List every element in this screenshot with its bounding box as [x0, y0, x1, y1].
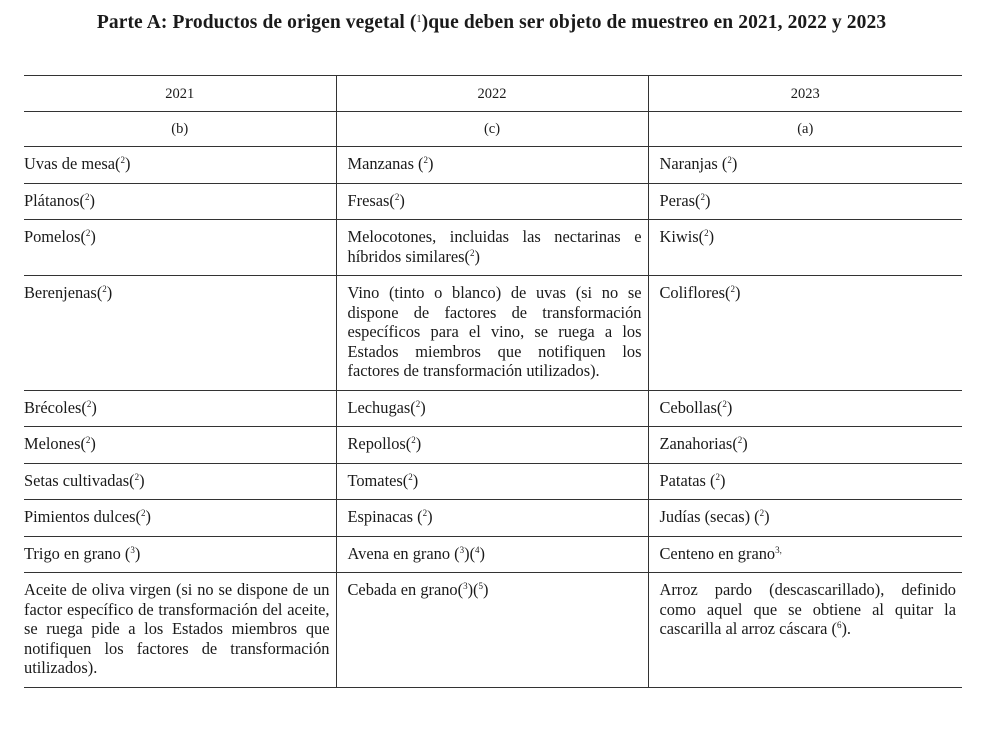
footnote-ref: 2	[141, 508, 146, 518]
table-row	[24, 427, 962, 464]
footnote-ref: 2	[715, 471, 720, 482]
footnote-ref: 2	[730, 284, 736, 294]
year-header-2023: 2023	[648, 76, 962, 112]
subheader-row	[24, 112, 962, 147]
table-cell	[24, 500, 336, 537]
table-cell	[648, 220, 962, 276]
table-cell	[336, 536, 648, 573]
subheader-2022: (c)	[336, 112, 648, 147]
footnote-ref: 3	[463, 581, 468, 591]
footnote-ref: 2	[85, 435, 91, 445]
table-row	[24, 463, 962, 500]
cell-text: )	[708, 227, 715, 246]
cell-text: )	[125, 154, 131, 173]
footnote-ref: 2	[704, 228, 709, 238]
cell-text: Plátanos(	[24, 190, 86, 210]
footnote-ref: 6	[836, 620, 842, 630]
footnote-ref: 2	[411, 435, 416, 445]
table-cell	[24, 276, 336, 391]
table-row	[24, 500, 962, 537]
table-cell	[648, 500, 962, 537]
table-cell	[648, 573, 962, 688]
cell-text: ).	[841, 619, 851, 638]
cell-text: )	[89, 190, 95, 210]
cell-text: Fresas(	[347, 190, 395, 210]
footnote-ref: 2	[120, 155, 125, 165]
subheader-2023: (a)	[648, 112, 962, 147]
table-cell	[648, 463, 962, 500]
cell-text: Kiwis(	[659, 227, 705, 246]
cell-text: Melones(	[24, 434, 86, 453]
cell-text: )(	[464, 543, 476, 563]
title-footnote-ref: 1	[416, 14, 422, 25]
cell-text: )	[764, 507, 770, 526]
cell-text: )	[134, 543, 141, 563]
footnote-ref: 4	[475, 544, 480, 555]
cell-text: Lechugas(	[347, 397, 416, 417]
table-cell	[648, 427, 962, 464]
footnote-ref: 2	[86, 398, 92, 409]
table-cell	[648, 390, 962, 427]
cell-text: Berenjenas(	[24, 283, 103, 302]
cell-text: )	[399, 190, 405, 210]
table-cell	[24, 536, 336, 573]
cell-text: )	[415, 434, 422, 453]
subheader-2021: (b)	[24, 112, 336, 147]
footnote-ref: 5	[478, 581, 484, 591]
table-cell	[24, 220, 336, 276]
table-cell	[648, 536, 962, 573]
table-cell	[336, 220, 648, 276]
cell-text: Arroz pardo (descascarillado), definido como aquel que se obtiene al quitar la cascarilla al arroz cáscara (	[659, 580, 956, 638]
cell-text: )	[91, 397, 97, 417]
table-cell	[648, 147, 962, 184]
cell-text: Brécoles(	[24, 397, 87, 417]
footnote-ref: 2	[102, 284, 107, 294]
cell-text: )	[427, 507, 433, 526]
cell-text: )(	[467, 580, 479, 599]
table-cell	[336, 147, 648, 184]
cell-text: )	[420, 397, 426, 417]
cell-text: Manzanas (	[347, 154, 424, 173]
footnote-ref: 2	[85, 191, 90, 202]
cell-text: )	[731, 154, 738, 173]
cell-text: Aceite de oliva virgen (si no se dispone de un factor específico de transformación del aceite, se ruega pide a los Estados miembros que notifiquen los factores de transformación utilizados).	[24, 580, 330, 677]
cell-text: Avena en grano (	[347, 543, 460, 563]
footnote-ref: 2	[759, 508, 765, 518]
cell-text: )	[742, 434, 748, 453]
cell-text: )	[90, 434, 96, 453]
footnote-ref: 3,	[775, 544, 782, 555]
cell-text: )	[428, 154, 434, 173]
cell-text: )	[735, 283, 741, 302]
cell-text: Coliflores(	[659, 283, 731, 302]
footnote-ref: 2	[722, 398, 727, 409]
table-cell	[336, 183, 648, 220]
footnote-ref: 2	[700, 191, 705, 202]
cell-text: )	[719, 470, 726, 490]
cell-text: Naranjas (	[659, 154, 728, 173]
products-table	[24, 75, 962, 688]
cell-text: Patatas (	[659, 470, 716, 490]
cell-text: Espinacas (	[347, 507, 423, 526]
table-cell	[336, 276, 648, 391]
cell-text: )	[479, 543, 485, 563]
table-row	[24, 220, 962, 276]
table-row	[24, 147, 962, 184]
table-cell	[648, 276, 962, 391]
footnote-ref: 2	[422, 508, 428, 518]
cell-text: )	[704, 190, 711, 210]
cell-text: )	[90, 227, 96, 246]
document-title	[0, 12, 983, 34]
cell-text: Melocotones, incluidas las nectarinas e híbridos similares(	[347, 227, 642, 266]
cell-text: Cebollas(	[659, 397, 723, 417]
cell-text: )	[483, 580, 489, 599]
cell-text: Tomates(	[347, 470, 409, 490]
cell-text: Peras(	[659, 190, 701, 210]
cell-text: )	[139, 470, 145, 490]
footnote-ref: 2	[85, 228, 91, 238]
table-cell	[24, 463, 336, 500]
cell-text: Setas cultivadas(	[24, 470, 135, 490]
table-cell	[336, 463, 648, 500]
table-row	[24, 183, 962, 220]
cell-text: Pimientos dulces(	[24, 507, 141, 526]
table-row	[24, 536, 962, 573]
table-cell	[24, 147, 336, 184]
table-row	[24, 276, 962, 391]
cell-text: Pomelos(	[24, 227, 86, 246]
cell-text: )	[726, 397, 733, 417]
cell-text: Centeno en grano	[659, 543, 776, 563]
table-cell	[648, 183, 962, 220]
year-header-2021: 2021	[24, 76, 336, 112]
footnote-ref: 3	[130, 544, 135, 555]
year-header-2022: 2022	[336, 76, 648, 112]
cell-text: Repollos(	[347, 434, 412, 453]
footnote-ref: 2	[134, 471, 140, 482]
footnote-ref: 2	[423, 155, 428, 165]
table-cell	[336, 573, 648, 688]
table-cell	[24, 390, 336, 427]
footnote-ref: 2	[737, 435, 743, 445]
title-text-end: )que deben ser objeto de muestreo en 2021, 2022 y 2023	[421, 12, 887, 33]
footnote-ref: 2	[415, 398, 421, 409]
footnote-ref: 2	[394, 191, 400, 202]
table-row	[24, 390, 962, 427]
table-cell	[336, 390, 648, 427]
table-cell	[24, 573, 336, 688]
footnote-ref: 2	[408, 471, 413, 482]
cell-text: )	[106, 283, 113, 302]
table-cell	[336, 427, 648, 464]
year-header-row	[24, 76, 962, 112]
footnote-ref: 2	[727, 155, 732, 165]
cell-text: Vino (tinto o blanco) de uvas (si no se dispone de factores de transformación específicos para el vino, se ruega a los Estados miembros que notifiquen los factores de transformación utilizados).	[347, 283, 642, 380]
cell-text: )	[145, 507, 151, 526]
cell-text: Zanahorias(	[659, 434, 738, 453]
cell-text: Judías (secas) (	[659, 507, 760, 526]
cell-text: Cebada en grano(	[347, 580, 464, 599]
title-text: Parte A: Productos de origen vegetal (	[96, 12, 417, 33]
table-row	[24, 573, 962, 688]
cell-text: Uvas de mesa(	[24, 154, 121, 173]
cell-text: )	[474, 246, 480, 266]
cell-text: )	[412, 470, 419, 490]
table-cell	[336, 500, 648, 537]
footnote-ref: 2	[469, 247, 475, 258]
table-cell	[24, 427, 336, 464]
cell-text: Trigo en grano (	[24, 543, 131, 563]
table-cell	[24, 183, 336, 220]
footnote-ref: 3	[459, 544, 465, 555]
